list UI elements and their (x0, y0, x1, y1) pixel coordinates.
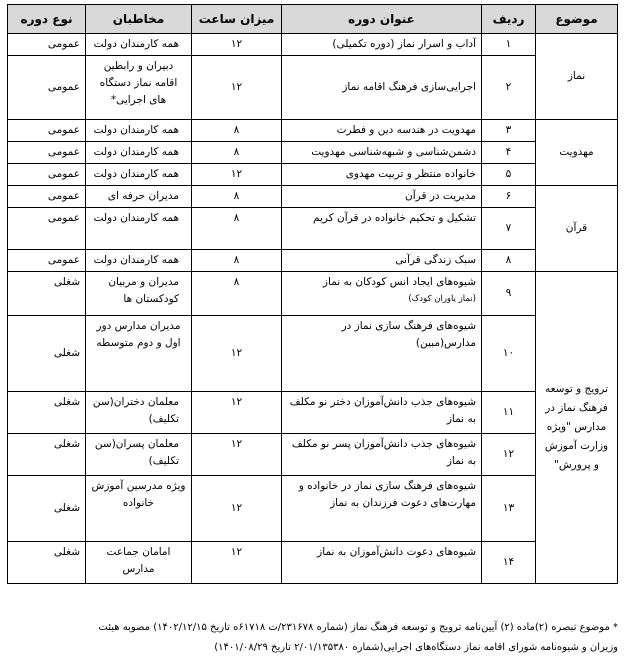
table-row (8, 34, 618, 56)
table-row (8, 542, 618, 584)
course-hours: ۱۲ (192, 34, 282, 56)
course-hours: ۸ (192, 250, 282, 272)
table-row (8, 208, 618, 250)
row-number: ۵ (482, 164, 536, 186)
course-audience: همه کارمندان دولت (86, 120, 192, 142)
course-type: عمومی (8, 250, 86, 272)
course-title: شیوه‌های جذب دانش‌آموزان دختر نو مکلف به نماز (282, 392, 482, 434)
header-type: نوع دوره (8, 5, 86, 34)
course-title: دشمن‌شناسی و شبهه‌شناسی مهدویت (282, 142, 482, 164)
row-number: ۹ (482, 272, 536, 316)
course-type: عمومی (8, 142, 86, 164)
row-number: ۱۳ (482, 476, 536, 542)
header-audience: مخاطبان (86, 5, 192, 34)
course-type: عمومی (8, 34, 86, 56)
course-audience: مدیران و مربیان کودکستان ها (86, 272, 192, 316)
header-row-number: ردیف (482, 5, 536, 34)
table-row (8, 272, 618, 316)
footnote-line: * موضوع تبصره (۲)ماده (۲) آیین‌نامه ترویج و توسعه فرهنگ نماز (شماره ۲۳۱۶۷۸/ت ۶۱۷۱۸ه تاریخ ۱۴۰۲/۱۲/۱۵) مصوبه هیئت (98, 622, 618, 633)
course-table-container (7, 4, 617, 584)
footnote (8, 618, 618, 658)
course-type: شغلی (8, 316, 86, 392)
course-hours: ۱۲ (192, 542, 282, 584)
table-row (8, 476, 618, 542)
table-row (8, 434, 618, 476)
course-title: مدیریت در قرآن (282, 186, 482, 208)
table-row (8, 186, 618, 208)
course-audience: معلمان دختران(سن تکلیف) (86, 392, 192, 434)
row-number: ۱۲ (482, 434, 536, 476)
course-title-text: شیوه‌های ایجاد انس کودکان به نماز (322, 276, 476, 288)
course-title: شیوه‌های فرهنگ سازی نماز در خانواده و مهارت‌های دعوت فرزندان به نماز (282, 476, 482, 542)
row-number: ۱ (482, 34, 536, 56)
table-row (8, 316, 618, 392)
course-audience: دبیران و رابطین اقامه نماز دستگاه های اجرایی* (86, 56, 192, 120)
course-type: عمومی (8, 164, 86, 186)
course-title: تشکیل و تحکیم خانواده در قرآن کریم (282, 208, 482, 250)
header-row (8, 5, 618, 34)
course-hours: ۸ (192, 186, 282, 208)
course-hours: ۱۲ (192, 434, 282, 476)
course-title: شیوه‌های جذب دانش‌آموزان پسر نو مکلف به نماز (282, 434, 482, 476)
course-type: شغلی (8, 272, 86, 316)
row-number: ۸ (482, 250, 536, 272)
course-audience: مدیران مدارس دور اول و دوم متوسطه (86, 316, 192, 392)
table-row (8, 164, 618, 186)
course-table (7, 4, 618, 584)
subject-cell: نماز (536, 34, 618, 120)
header-title: عنوان دوره (282, 5, 482, 34)
course-hours: ۱۲ (192, 316, 282, 392)
row-number: ۱۰ (482, 316, 536, 392)
footnote-line: وزیران و شیوه‌نامه شورای اقامه نماز دستگاه‌های اجرایی(شماره ۲/۰۱/۱۳۵۳۸۰ تاریخ ۱۴۰۱/۰۸/۲۹) (214, 642, 618, 653)
table-row (8, 56, 618, 120)
course-title-note: (نماز یاوران کودک) (408, 294, 476, 304)
course-audience: همه کارمندان دولت (86, 34, 192, 56)
course-hours: ۱۲ (192, 164, 282, 186)
course-audience: مدیران حرفه ای (86, 186, 192, 208)
course-audience: معلمان پسران(سن تکلیف) (86, 434, 192, 476)
course-audience: همه کارمندان دولت (86, 250, 192, 272)
course-type: شغلی (8, 392, 86, 434)
header-hours: میزان ساعت (192, 5, 282, 34)
table-row (8, 250, 618, 272)
course-hours: ۱۲ (192, 56, 282, 120)
row-number: ۷ (482, 208, 536, 250)
course-type: شغلی (8, 542, 86, 584)
subject-cell: مهدویت (536, 120, 618, 186)
course-audience: همه کارمندان دولت (86, 208, 192, 250)
table-row (8, 142, 618, 164)
row-number: ۴ (482, 142, 536, 164)
course-audience: همه کارمندان دولت (86, 164, 192, 186)
course-audience: همه کارمندان دولت (86, 142, 192, 164)
row-number: ۱۴ (482, 542, 536, 584)
course-type: عمومی (8, 208, 86, 250)
subject-cell: قرآن (536, 186, 618, 272)
course-audience: ویژه مدرسین آموزش خانواده (86, 476, 192, 542)
row-number: ۳ (482, 120, 536, 142)
course-title: شیوه‌های فرهنگ سازی نماز در مدارس(مبین) (282, 316, 482, 392)
course-hours: ۸ (192, 142, 282, 164)
course-hours: ۱۲ (192, 476, 282, 542)
course-hours: ۱۲ (192, 392, 282, 434)
course-type: شغلی (8, 434, 86, 476)
course-type: عمومی (8, 56, 86, 120)
course-title: مهدویت در هندسه دین و فطرت (282, 120, 482, 142)
subject-cell: ترویج و توسعه فرهنگ نماز در مدارس "ویژه وزارت آموزش و پرورش" (536, 272, 618, 584)
course-title: آداب و اسرار نماز (دوره تکمیلی) (282, 34, 482, 56)
course-type: عمومی (8, 186, 86, 208)
header-subject: موضوع (536, 5, 618, 34)
course-title: اجرایی‌سازی فرهنگ اقامه نماز (282, 56, 482, 120)
row-number: ۲ (482, 56, 536, 120)
course-title: خانواده منتظر و تربیت مهدوی (282, 164, 482, 186)
table-row (8, 392, 618, 434)
course-type: شغلی (8, 476, 86, 542)
course-hours: ۸ (192, 120, 282, 142)
course-audience: امامان جماعت مدارس (86, 542, 192, 584)
course-hours: ۸ (192, 272, 282, 316)
course-hours: ۸ (192, 208, 282, 250)
row-number: ۶ (482, 186, 536, 208)
course-title: سبک زندگی قرآنی (282, 250, 482, 272)
course-title (282, 272, 482, 316)
course-title: شیوه‌های دعوت دانش‌آموزان به نماز (282, 542, 482, 584)
table-row (8, 120, 618, 142)
course-type: عمومی (8, 120, 86, 142)
row-number: ۱۱ (482, 392, 536, 434)
